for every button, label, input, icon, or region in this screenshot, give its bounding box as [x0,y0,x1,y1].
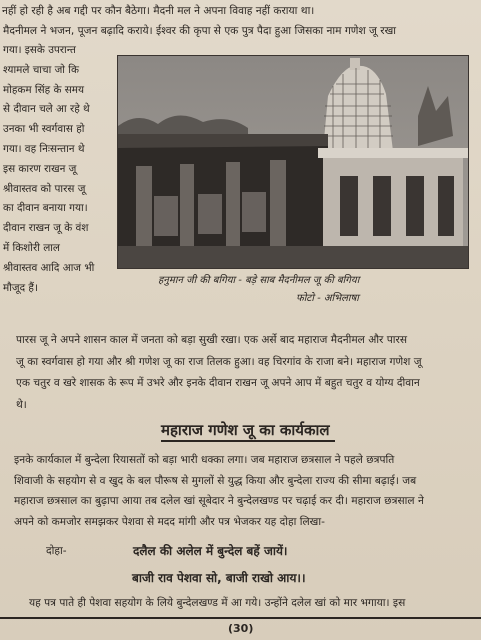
paragraph-line: शिवाजी के सहयोग से व खुद के बल पौरूष से मुगलों से युद्ध किया और बुन्देला राज्य की सीमा बढ़ाई। जब [14,474,417,487]
text-line-last: यह पत्र पाते ही पेशवा सहयोग के लिये बुन्देलखण्ड में आ गये। उन्होंने दलेल खां को मार भगाया। इस [29,597,406,609]
side-line: से दीवान चले आ रहे थे [3,103,90,116]
side-line: गया। वह निःसन्तान थे [3,142,85,155]
side-line: दीवान राखन जू के वंश [3,222,89,235]
paragraph-line: महाराज छत्रसाल का बुढ़ापा आया तब दलेल खां सूबेदार ने बुन्देलखण्ड पर चढ़ाई कर दी। महाराज छत्रसाल ने [14,495,424,508]
side-line: का दीवान बनाया गया। [3,202,88,215]
side-paragraph [3,41,115,298]
side-line: श्यामले चाचा जो कि [3,63,79,76]
page-number: (30) [228,622,254,635]
paragraph-line: जू का स्वर्गवास हो गया और श्री गणेश जू का राज तिलक हुआ। वह चिरगांव के राजा बने। महाराज गणेश जू [16,355,422,368]
photo-caption: हनुमान जी की बगिया - बड़े साब मैदनीमल जू की बगिया [158,275,360,286]
side-line: गया। इसके उपरान्त [3,44,76,56]
text-line-2: मैदनीमल ने भजन, पूजन बढ़ादि कराये। ईश्वर की कृपा से एक पुत्र पैदा हुआ जिसका नाम गणेश जू रखा [3,25,396,37]
temple-photo-illustration [118,56,468,268]
doha-line-1: दलैल की अलेल में बुन्देल बहें जायें। [133,544,288,558]
side-line: उनका भी स्वर्गवास हो [3,123,85,136]
side-line: इस कारण राखन जू [3,162,77,175]
paragraph-line: पारस जू ने अपने शासन काल में जनता को बड़ा सुखी रखा। एक अर्से बाद महाराज मैदनीमल और पारस [16,334,408,346]
paragraph-2 [16,330,476,416]
side-line: मोहकम सिंह के समय [3,83,85,96]
doha-line-2: बाजी राव पेशवा सो, बाजी राखो आय।। [132,571,306,585]
footer-divider [0,617,481,619]
paragraph-line: इनके कार्यकाल में बुन्देला रियासतों को बड़ा भारी धक्का लगा। जब महाराज छत्रसाल ने पहले छत्रपति [14,454,395,466]
section-heading: महाराज गणेश जू का कार्यकाल [161,421,330,439]
side-line: श्रीवास्तव को पारस जू [3,182,86,195]
heading-underline [161,440,335,442]
doha-label: दोहा- [46,545,67,557]
photo-credit: फोटो - अभिलाषा [296,293,359,304]
side-line: श्रीवास्तव आदि आज भी [3,261,95,274]
paragraph-line: थे। [16,398,27,411]
paragraph-line: अपने को कमजोर समझकर पेशवा से मदद मांगी और पत्र भेजकर यह दोहा लिखा- [14,516,325,529]
text-line-1: नहीं हो रही है अब गद्दी पर कौन बैठेगा। मैदनी मल ने अपना विवाह नहीं कराया था। [2,5,315,17]
paragraph-3 [14,450,476,533]
temple-photo [117,55,469,269]
side-line: में किशोरी लाल [3,241,60,254]
paragraph-line: एक चतुर व खरे शासक के रूप में उभरे और इनके दीवान राखन जू अपने आप में बहुत चतुर व योग्य दीवान [16,377,420,389]
side-line: मौजूद हैं। [3,281,38,294]
